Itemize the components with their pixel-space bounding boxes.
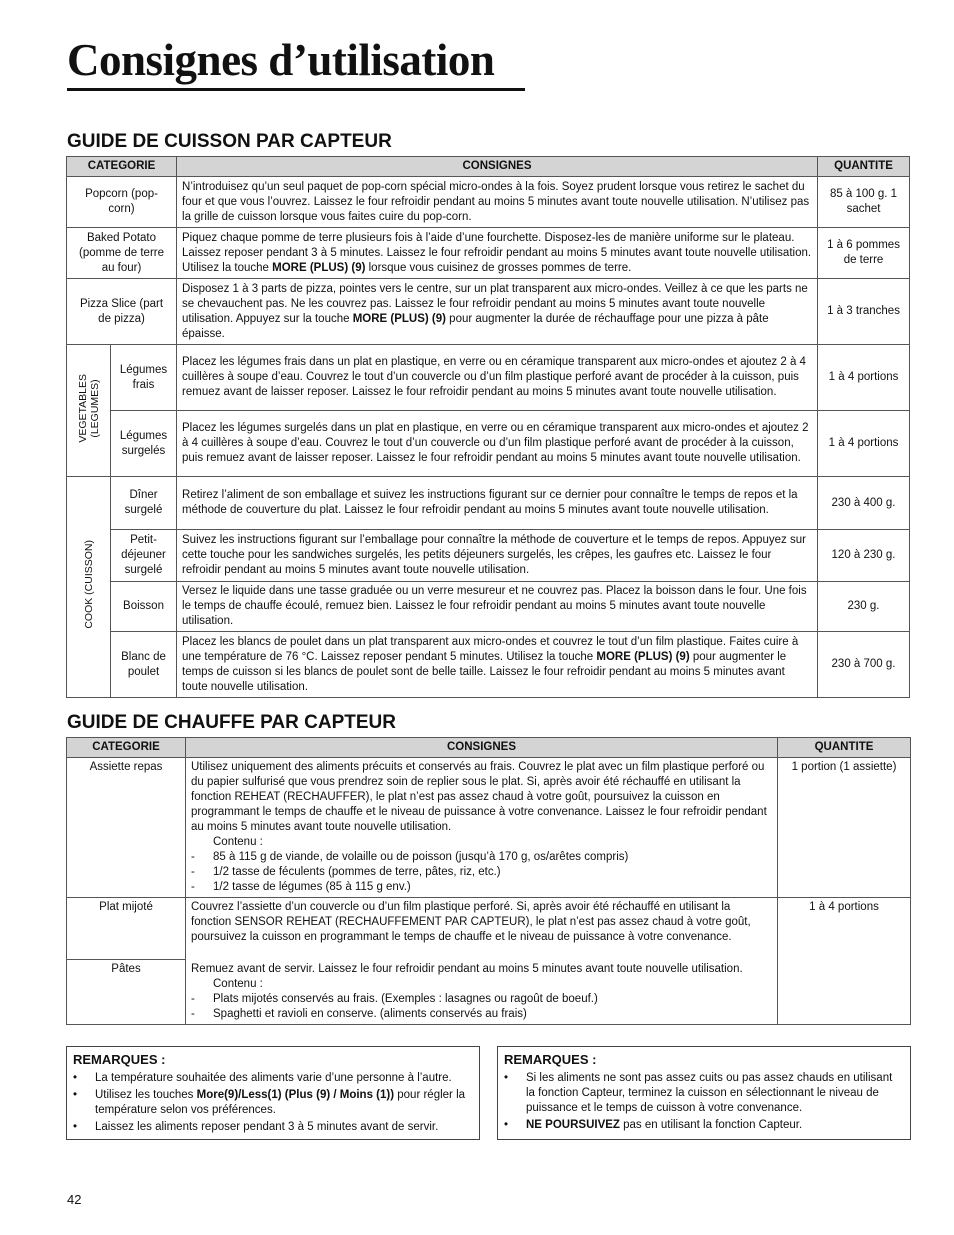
category-cell: Assiette repas: [67, 758, 186, 898]
list-item: • Laissez les aliments reposer pendant 3 à 5 minutes avant de servir.: [73, 1120, 473, 1135]
quantity-cell: 230 g.: [818, 582, 910, 632]
category-cell: Plat mijoté: [67, 898, 186, 960]
table-row: [67, 632, 910, 698]
category-cell: Pâtes: [67, 960, 186, 1025]
table-header-row: [67, 738, 911, 758]
quantity-cell: 1 à 4 portions: [818, 411, 910, 477]
category-cell: Boisson: [111, 582, 177, 632]
table-row: [67, 758, 911, 898]
group-label-cook: COOK (CUISSON): [67, 477, 111, 698]
list-item: • Utilisez les touches More(9)/Less(1) (Plus (9) / Moins (1)) pour régler la température selon vos préférences.: [73, 1088, 473, 1118]
instructions-cell: Piquez chaque pomme de terre plusieurs fois à l’aide d’une fourchette. Disposez-les de manière uniforme sur le plateau. Laissez reposer pendant 3 à 5 minutes. Laissez le four refroidir pendant au moins 5 minutes avant toute nouvelle utilisation. Utilisez la touche MORE (PLUS) (9) lorsque vous cuisinez de grosses pommes de terre.: [177, 228, 818, 279]
quantity-cell: 230 à 700 g.: [818, 632, 910, 698]
header-instructions: CONSIGNES: [177, 157, 818, 177]
page-title: Consignes d’utilisation: [67, 32, 525, 91]
header-instructions: CONSIGNES: [186, 738, 778, 758]
instructions-cell: Couvrez l’assiette d’un couvercle ou d’un film plastique perforé. Si, après avoir été réchauffé en utilisant la fonction SENSOR REHEAT (RECHAUFFEMENT PAR CAPTEUR), le plat n’est pas assez chaud à votre goût, poursuivez la cuisson en programmant le temps de chauffe et le niveau de puissance à votre convenance.: [186, 898, 778, 960]
table-row: [67, 898, 911, 960]
header-quantity: QUANTITE: [778, 738, 911, 758]
header-quantity: QUANTITE: [818, 157, 910, 177]
table-row: [67, 582, 910, 632]
quantity-cell: 1 à 6 pommes de terre: [818, 228, 910, 279]
table-row: [67, 177, 910, 228]
category-cell: Blanc de poulet: [111, 632, 177, 698]
instructions-cell: Placez les légumes frais dans un plat en plastique, en verre ou en céramique transparent aux micro-ondes et ajoutez 2 à 4 cuillères à soupe d’eau. Couvrez le tout d’un couvercle ou d’un film plastique perforé avant de procéder à la cuisson, puis remuez avant de laisser reposer. Laissez le four refroidir pendant au moins 5 minutes avant toute nouvelle utilisation.: [177, 345, 818, 411]
quantity-cell: 1 portion (1 assiette): [778, 758, 911, 898]
instructions-cell: Utilisez uniquement des aliments précuits et conservés au frais. Couvrez le plat avec un film plastique perforé ou du papier sulfurisé que vous prendrez soin de replier sous le plat. Si, après avoir été réchauffé en utilisant la fonction REHEAT (RECHAUFFER), le plat n’est pas assez chaud à votre goût, poursuivez la cuisson en programmant le temps de chauffe et le niveau de puissance à votre convenance. Laissez le four refroidir pendant au moins 5 minutes avant toute nouvelle utilisation. Contenu : - 85 à 115 g de viande, de volaille ou de poisson (jusqu’à 170 g, os/arêtes compris) - 1/2 tasse de féculents (pommes de terre, pâtes, riz, etc.) - 1/2 tasse de légumes (85 à 115 g env.): [186, 758, 778, 898]
remarks-box-right: [497, 1046, 911, 1140]
category-cell: Baked Potato (pomme de terre au four): [67, 228, 177, 279]
category-cell: Petit-déjeuner surgelé: [111, 530, 177, 582]
list-item: • La température souhaitée des aliments varie d’une personne à l’autre.: [73, 1071, 473, 1086]
quantity-cell: 85 à 100 g. 1 sachet: [818, 177, 910, 228]
table-row: [67, 228, 910, 279]
quantity-cell: 120 à 230 g.: [818, 530, 910, 582]
header-category: CATEGORIE: [67, 157, 177, 177]
instructions-cell: Remuez avant de servir. Laissez le four refroidir pendant au moins 5 minutes avant toute nouvelle utilisation. Contenu : - Plats mijotés conservés au frais. (Exemples : lasagnes ou ragoût de boeuf.) - Spaghetti et ravioli en conserve. (aliments conservés au frais): [186, 960, 778, 1025]
section-heading-cook: GUIDE DE CUISSON PAR CAPTEUR: [67, 131, 392, 152]
category-cell: Pizza Slice (part de pizza): [67, 279, 177, 345]
page-number: 42: [67, 1192, 82, 1207]
cook-guide-table: [66, 156, 910, 698]
table-row: [67, 411, 910, 477]
list-item: • NE POURSUIVEZ pas en utilisant la fonction Capteur.: [504, 1118, 904, 1133]
list-item: • Si les aliments ne sont pas assez cuits ou pas assez chauds en utilisant la fonction Capteur, terminez la cuisson en sélectionnant le niveau de puissance et le temps de cuisson à votre convenance.: [504, 1071, 904, 1116]
instructions-cell: Placez les blancs de poulet dans un plat transparent aux micro-ondes et couvrez le tout d’un film plastique. Faites cuire à une température de 76 °C. Laissez reposer pendant 5 minutes. Utilisez la touche MORE (PLUS) (9) pour augmenter le temps de cuisson si les blancs de poulet sont de belle taille. Laissez le four refroidir pendant au moins 5 minutes avant toute nouvelle utilisation.: [177, 632, 818, 698]
quantity-cell: 1 à 3 tranches: [818, 279, 910, 345]
table-row: [67, 345, 910, 411]
instructions-cell: Placez les légumes surgelés dans un plat en plastique, en verre ou en céramique transparent aux micro-ondes et ajoutez 2 à 4 cuillères à soupe d’eau. Couvrez le tout d’un couvercle ou d’un film plastique perforé avant de procéder à la cuisson, puis remuez avant de laisser reposer. Laissez le four refroidir pendant au moins 5 minutes avant toute nouvelle utilisation.: [177, 411, 818, 477]
group-label-vegetables: VEGETABLES (LEGUMES): [67, 345, 111, 477]
instructions-cell: Retirez l’aliment de son emballage et suivez les instructions figurant sur ce dernier pour connaître le temps de repos et la méthode de couverture du plat. Laissez le four refroidir pendant au moins 5 minutes avant toute nouvelle utilisation.: [177, 477, 818, 530]
category-cell: Légumes frais: [111, 345, 177, 411]
instructions-cell: Disposez 1 à 3 parts de pizza, pointes vers le centre, sur un plat transparent aux micro-ondes. Veillez à ce que les parts ne se chevauchent pas. Ne les couvrez pas. Laissez le four refroidir pendant au moins 5 minutes avant toute nouvelle utilisation. Appuyez sur la touche MORE (PLUS) (9) pour augmenter la durée de réchauffage pour une pizza à pâte épaisse.: [177, 279, 818, 345]
header-category: CATEGORIE: [67, 738, 186, 758]
table-header-row: [67, 157, 910, 177]
table-row: [67, 279, 910, 345]
instructions-cell: N’introduisez qu’un seul paquet de pop-corn spécial micro-ondes à la fois. Soyez prudent lorsque vous retirez le sachet du four et que vous l’ouvrez. Laissez le four refroidir pendant au moins 5 minutes avant toute nouvelle utilisation. N’utilisez pas la grille de cuisson lorsque vous faites cuire du pop-corn.: [177, 177, 818, 228]
reheat-guide-table: [66, 737, 911, 1025]
category-cell: Légumes surgelés: [111, 411, 177, 477]
table-row: [67, 477, 910, 530]
remarks-title: REMARQUES :: [504, 1052, 597, 1067]
section-heading-reheat: GUIDE DE CHAUFFE PAR CAPTEUR: [67, 712, 396, 733]
instructions-cell: Suivez les instructions figurant sur l’emballage pour connaître la méthode de couverture et le temps de repos. Appuyez sur cette touche pour les sandwiches surgelés, les petits déjeuners surgelés, les crêpes, les gaufres etc. Laissez le four refroidir pendant au moins 5 minutes avant toute nouvelle utilisation.: [177, 530, 818, 582]
quantity-cell: 230 à 400 g.: [818, 477, 910, 530]
category-cell: Dîner surgelé: [111, 477, 177, 530]
table-row: [67, 530, 910, 582]
quantity-cell: 1 à 4 portions: [818, 345, 910, 411]
quantity-cell: 1 à 4 portions: [778, 898, 911, 1025]
remarks-title: REMARQUES :: [73, 1052, 166, 1067]
category-cell: Popcorn (pop-corn): [67, 177, 177, 228]
instructions-cell: Versez le liquide dans une tasse graduée ou un verre mesureur et ne couvrez pas. Placez la boisson dans le four. Une fois le temps de chauffe écoulé, remuez bien. Laissez le four refroidir pendant au moins 5 minutes avant toute nouvelle utilisation.: [177, 582, 818, 632]
remarks-box-left: [66, 1046, 480, 1140]
